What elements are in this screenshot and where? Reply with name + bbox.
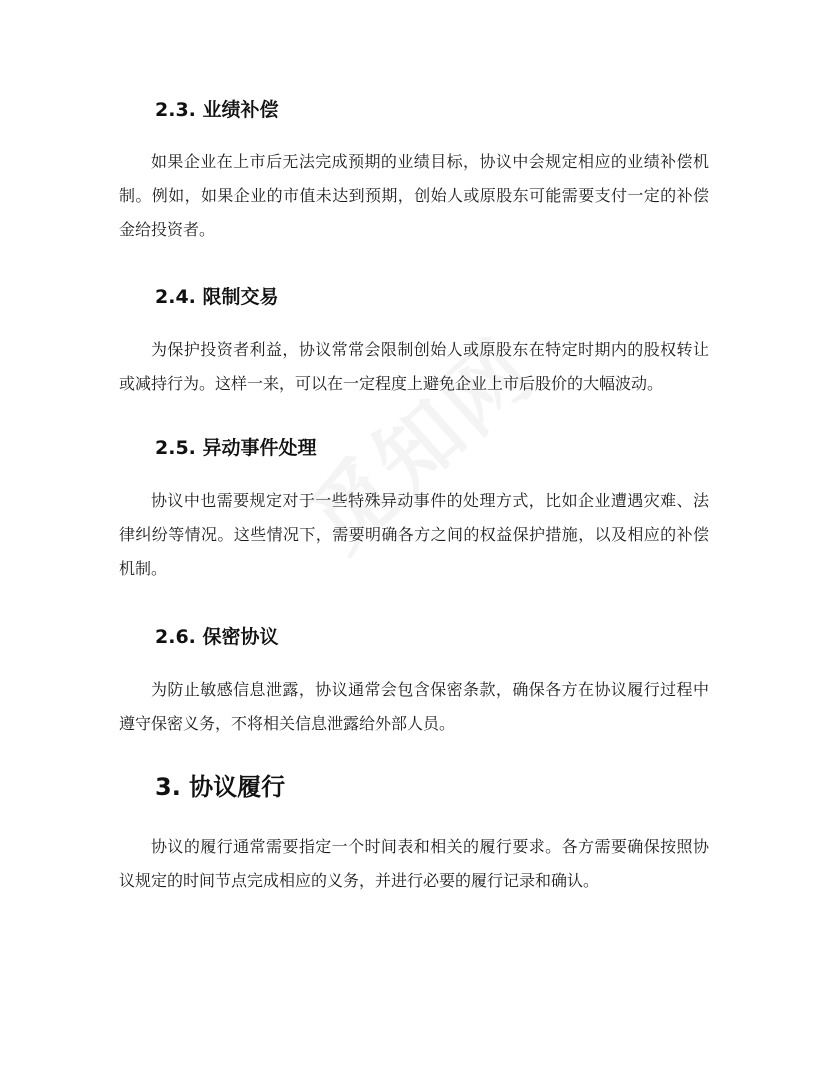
- paragraph-2-3: 如果企业在上市后无法完成预期的业绩目标，协议中会规定相应的业绩补偿机制。例如，如果企业的市值未达到预期，创始人或原股东可能需要支付一定的补偿金给投资者。: [119, 152, 709, 239]
- heading-2-3: 2.3. 业绩补偿: [155, 99, 279, 121]
- heading-2-5: 2.5. 异动事件处理: [155, 437, 317, 459]
- heading-2-4: 2.4. 限制交易: [155, 286, 279, 308]
- heading-3: 3. 协议履行: [155, 773, 286, 801]
- paragraph-2-4: 为保护投资者利益，协议常常会限制创始人或原股东在特定时期内的股权转让或减持行为。这样一来，可以在一定程度上避免企业上市后股价的大幅波动。: [119, 340, 709, 393]
- heading-2-6: 2.6. 保密协议: [155, 626, 279, 648]
- paragraph-2-5: 协议中也需要规定对于一些特殊异动事件的处理方式，比如企业遭遇灾难、法律纠纷等情况。这些情况下，需要明确各方之间的权益保护措施，以及相应的补偿机制。: [119, 491, 709, 578]
- paragraph-2-6: 为防止敏感信息泄露，协议通常会包含保密条款，确保各方在协议履行过程中遵守保密义务，不将相关信息泄露给外部人员。: [119, 680, 709, 733]
- paragraph-3: 协议的履行通常需要指定一个时间表和相关的履行要求。各方需要确保按照协议规定的时间节点完成相应的义务，并进行必要的履行记录和确认。: [119, 837, 709, 890]
